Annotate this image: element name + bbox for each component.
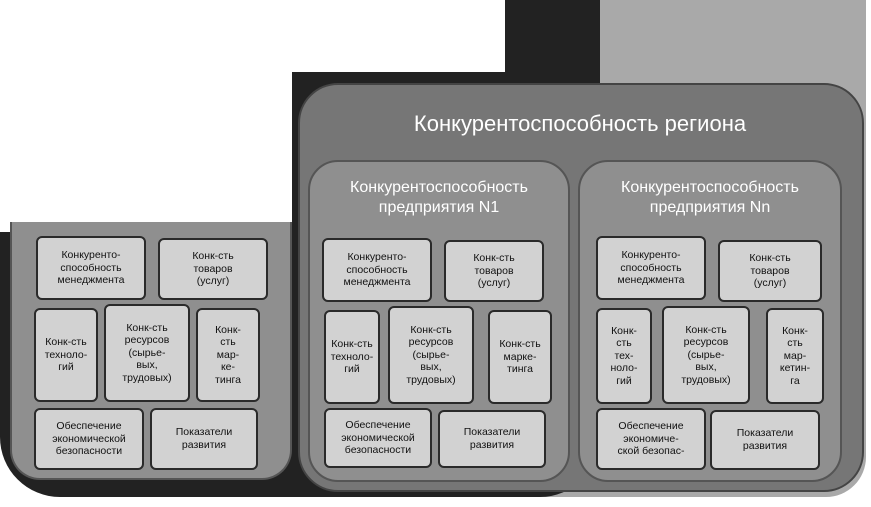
middle-mgmt-box: Конкуренто- способность менеджмента [322,238,432,302]
left-mgmt-box: Конкуренто- способность менеджмента [36,236,146,300]
right-resources-box: Конк-сть ресурсов (сырье- вых, трудовых) [662,306,750,404]
enterprise-1-title: Конкурентоспособность предприятия N1 [350,179,528,216]
middle-indicators-box: Показатели развития [438,410,546,468]
left-goods-box: Конк-сть товаров (услуг) [158,238,268,300]
left-indicators-box: Показатели развития [150,408,258,470]
middle-tech-box: Конк-сть техноло- гий [324,310,380,404]
left-marketing-box: Конк- сть мар- ке- тинга [196,308,260,402]
enterprise-n-title: Конкурентоспособность предприятия Nn [621,179,799,216]
region-title: Конкурентоспособность региона [413,111,747,136]
middle-resources-box: Конк-сть ресурсов (сырье- вых, трудовых) [388,306,474,404]
blank-area-left [0,0,292,232]
middle-security-box: Обеспечение экономической безопасности [324,408,432,468]
middle-goods-box: Конк-сть товаров (услуг) [444,240,544,302]
right-mgmt-box: Конкуренто- способность менеджмента [596,236,706,300]
right-goods-box: Конк-сть товаров (услуг) [718,240,822,302]
left-tech-box: Конк-сть техноло- гий [34,308,98,402]
middle-marketing-box: Конк-сть марке- тинга [488,310,552,404]
left-security-box: Обеспечение экономической безопасности [34,408,144,470]
right-tech-box: Конк- сть тех- ноло- гий [596,308,652,404]
right-security-box: Обеспечение экономиче- ской безопас- [596,408,706,470]
left-resources-box: Конк-сть ресурсов (сырье- вых, трудовых) [104,304,190,402]
right-indicators-box: Показатели развития [710,410,820,470]
right-marketing-box: Конк- сть мар- кетин- га [766,308,824,404]
